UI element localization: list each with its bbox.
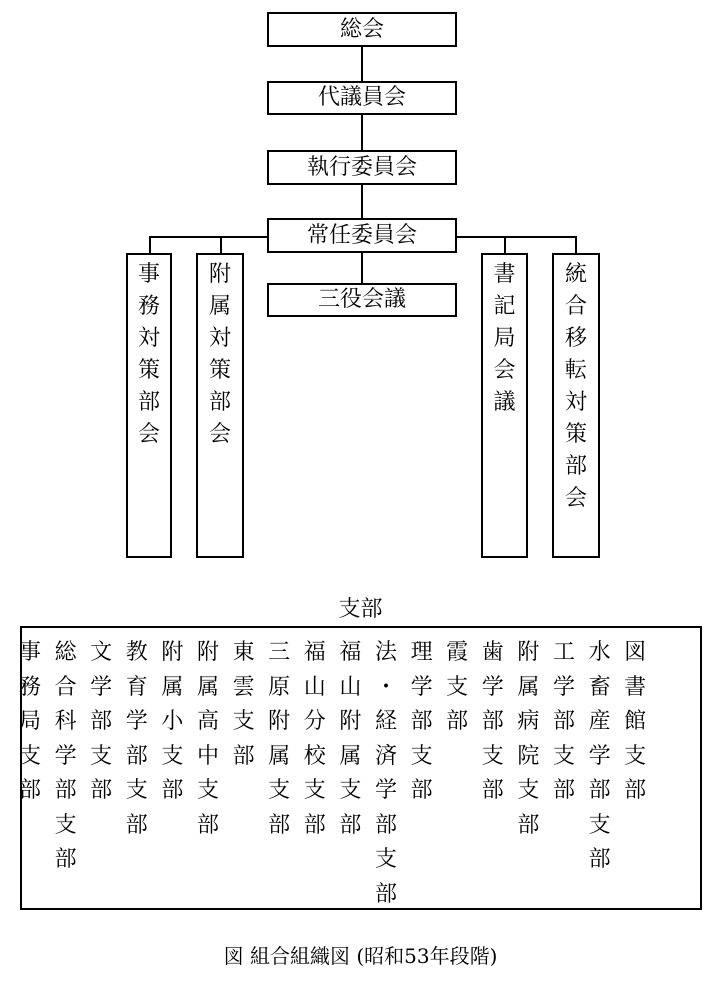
branch-item: 総 合 科 学 部 支 部: [54, 640, 77, 872]
connector-line: [504, 236, 506, 254]
branch-item: 図 書 館 支 部: [624, 640, 647, 803]
branch-item: 附 属 小 支 部: [161, 640, 184, 803]
branch-item: 三 原 附 属 支 部: [268, 640, 291, 838]
relocation-affairs-committee-label: 統 合 移 転 対 策 部 会: [564, 262, 587, 511]
affiliated-affairs-committee-label: 附 属 対 策 部 会: [208, 262, 231, 447]
connector-line: [456, 236, 577, 238]
affiliated-affairs-committee-box: [196, 253, 244, 558]
branch-item: 法 ・ 経 済 学 部 支 部: [374, 640, 397, 907]
branch-item: 福 山 附 属 支 部: [339, 640, 362, 838]
figure-caption: 図 組合組織図 (昭和53年段階): [223, 944, 498, 968]
branch-item: 事 務 局 支 部: [18, 640, 41, 803]
connector-line: [220, 236, 222, 254]
branch-item: 歯 学 部 支 部: [481, 640, 504, 803]
standing-committee-box: 常任委員会: [267, 218, 457, 253]
secretariat-meeting-box: [481, 253, 528, 558]
branches-title: 支部: [338, 597, 383, 622]
connector-line: [361, 115, 363, 152]
general-assembly-box: 総会: [267, 12, 457, 47]
connector-line: [149, 236, 269, 238]
branch-item: 附 属 高 中 支 部: [196, 640, 219, 838]
branch-item: 附 属 病 院 支 部: [517, 640, 540, 838]
connector-line: [361, 47, 363, 83]
branch-item: 霞 支 部: [446, 640, 469, 734]
representatives-council-box: 代議員会: [267, 81, 457, 115]
office-affairs-committee-label: 事 務 対 策 部 会: [137, 262, 160, 447]
executive-committee-box: 執行委員会: [267, 150, 457, 185]
connector-line: [361, 253, 363, 283]
connector-line: [149, 236, 151, 254]
office-affairs-committee-box: [126, 253, 172, 558]
secretariat-meeting-label: 書 記 局 会 議: [493, 262, 516, 415]
branch-item: 福 山 分 校 支 部: [303, 640, 326, 838]
branch-item: 工 学 部 支 部: [552, 640, 575, 803]
branch-item: 東 雲 支 部: [232, 640, 255, 769]
branches-box: [20, 626, 702, 910]
branch-item: 水 畜 産 学 部 支 部: [588, 640, 611, 872]
branch-item: 理 学 部 支 部: [410, 640, 433, 803]
branch-item: 教 育 学 部 支 部: [125, 640, 148, 838]
branch-item: 文 学 部 支 部: [90, 640, 113, 803]
three-officers-meeting-box: 三役会議: [267, 283, 457, 317]
relocation-affairs-committee-box: [552, 253, 600, 558]
connector-line: [361, 185, 363, 220]
connector-line: [575, 236, 577, 254]
